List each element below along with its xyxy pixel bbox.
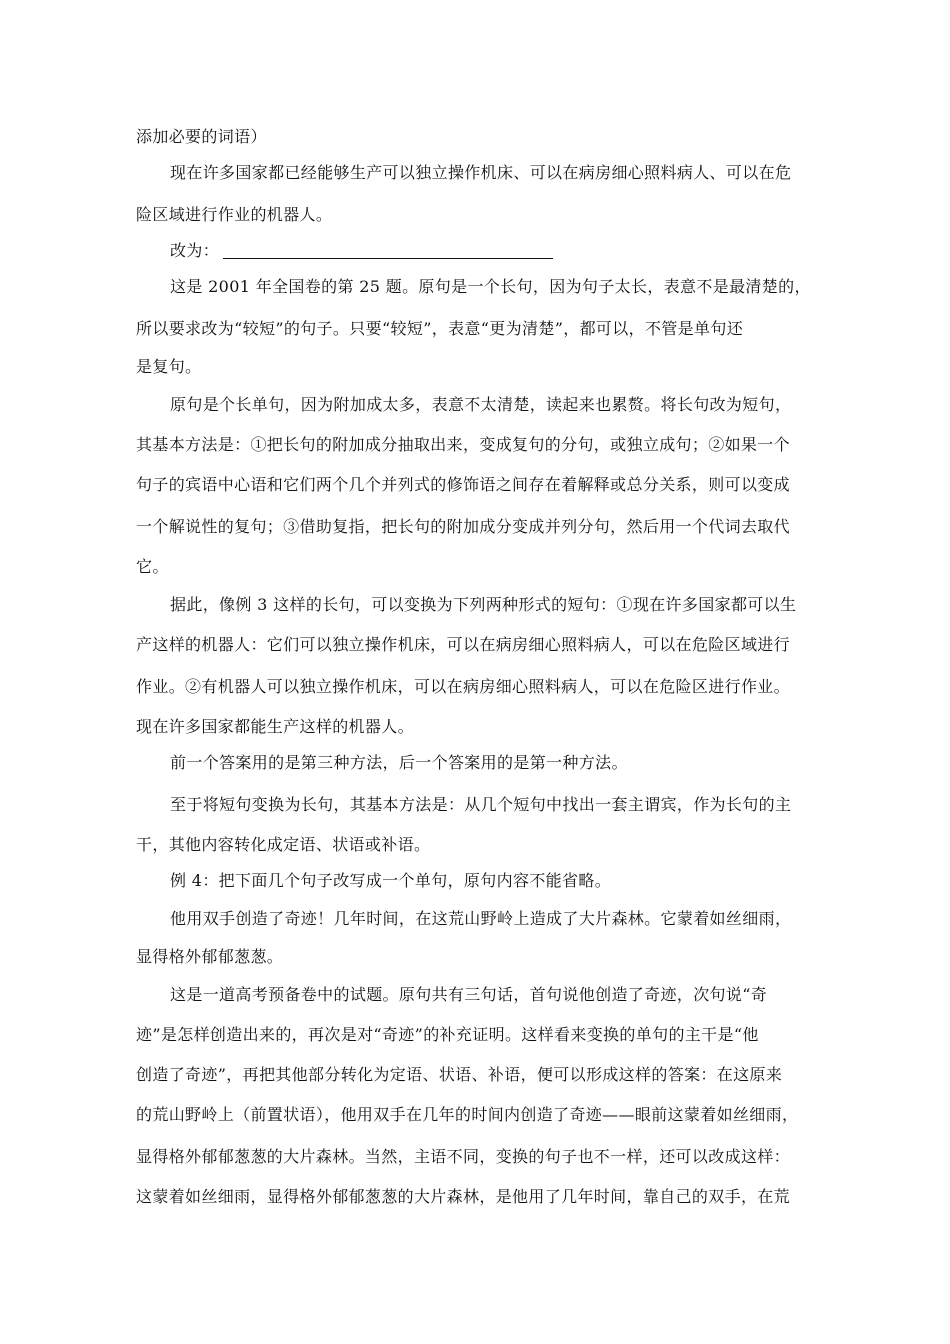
text-line: 所以要求改为“较短”的句子。只要“较短”，表意“更为清楚”，都可以，不管是单句还 [136, 319, 744, 338]
text-line: 现在许多国家都能生产这样的机器人。 [136, 717, 414, 736]
text-line: 其基本方法是：①把长句的附加成分抽取出来，变成复句的分句，或独立成句；②如果一个 [136, 435, 791, 454]
text-line: 现在许多国家都已经能够生产可以独立操作机床、可以在病房细心照料病人、可以在危 [170, 163, 792, 182]
answer-blank [223, 242, 553, 259]
text-line: 这是 2001 年全国卷的第 25 题。原句是一个长句，因为句子太长，表意不是最清楚的， [170, 277, 811, 296]
text-line: 创造了奇迹”，再把其他部分转化为定语、状语、补语，便可以形成这样的答案：在这原来 [136, 1065, 783, 1084]
text-line: 例 4：把下面几个句子改写成一个单句，原句内容不能省略。 [170, 871, 612, 890]
text-line: 据此，像例 3 这样的长句，可以变换为下列两种形式的短句：①现在许多国家都可以生 [170, 595, 797, 614]
text-line: 是复句。 [136, 357, 202, 376]
text-line: 前一个答案用的是第三种方法，后一个答案用的是第一种方法。 [170, 753, 628, 772]
text-line: 他用双手创造了奇迹！几年时间，在这荒山野岭上造成了大片森林。它蒙着如丝细雨， [170, 909, 792, 928]
text-line: 显得格外郁郁葱葱。 [136, 947, 284, 966]
text-line: 一个解说性的复句；③借助复指，把长句的附加成分变成并列分句，然后用一个代词去取代 [136, 517, 791, 536]
text-line: 的荒山野岭上（前置状语），他用双手在几年的时间内创造了奇迹——眼前这蒙着如丝细雨， [136, 1105, 799, 1124]
text-line: 干，其他内容转化成定语、状语或补语。 [136, 835, 431, 854]
text-line: 原句是个长单句，因为附加成太多，表意不太清楚，读起来也累赘。将长句改为短句， [170, 395, 792, 414]
text-line: 显得格外郁郁葱葱的大片森林。当然，主语不同，变换的句子也不一样，还可以改成这样： [136, 1147, 791, 1166]
answer-line [170, 240, 826, 262]
answer-label: 改为： [170, 241, 220, 260]
text-line: 这蒙着如丝细雨，显得格外郁郁葱葱的大片森林，是他用了几年时间，靠自己的双手，在荒 [136, 1187, 791, 1206]
text-line: 句子的宾语中心语和它们两个几个并列式的修饰语之间存在着解释或总分关系，则可以变成 [136, 475, 791, 494]
text-line: 产这样的机器人：它们可以独立操作机床，可以在病房细心照料病人，可以在危险区域进行 [136, 635, 791, 654]
text-line: 它。 [136, 557, 169, 576]
text-line: 迹”是怎样创造出来的，再次是对“奇迹”的补充证明。这样看来变换的单句的主干是“他 [136, 1025, 759, 1044]
text-line: 至于将短句变换为长句，其基本方法是：从几个短句中找出一套主谓宾，作为长句的主 [170, 795, 792, 814]
text-line: 这是一道高考预备卷中的试题。原句共有三句话，首句说他创造了奇迹，次句说“奇 [170, 985, 768, 1004]
text-line: 添加必要的词语） [136, 127, 267, 146]
text-line: 险区域进行作业的机器人。 [136, 205, 333, 224]
text-line: 作业。②有机器人可以独立操作机床，可以在病房细心照料病人，可以在危险区进行作业。 [136, 677, 791, 696]
